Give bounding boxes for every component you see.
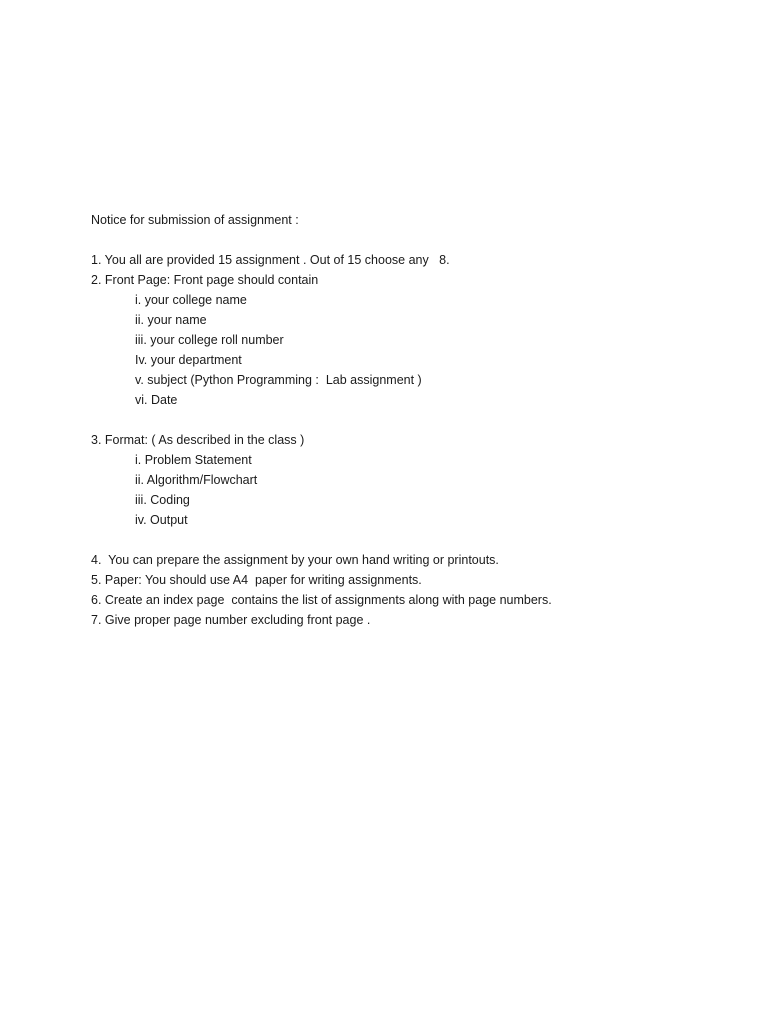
notice-document: [91, 210, 731, 630]
format-item-output: iv. Output: [135, 513, 188, 527]
notice-heading: Notice for submission of assignment :: [91, 213, 299, 227]
format-item-algorithm: ii. Algorithm/Flowchart: [135, 473, 258, 487]
blank-line: [91, 410, 731, 430]
front-page-item-roll-number: iii. your college roll number: [135, 333, 284, 347]
list-item-3: 3. Format: ( As described in the class ): [91, 433, 305, 447]
format-item-coding: iii. Coding: [135, 493, 190, 507]
list-item-2: 2. Front Page: Front page should contain: [91, 273, 319, 287]
front-page-item-department: Iv. your department: [135, 353, 242, 367]
blank-line: [91, 230, 731, 250]
front-page-item-name: ii. your name: [135, 313, 207, 327]
list-item-7: 7. Give proper page number excluding front page .: [91, 613, 371, 627]
list-item-1: 1. You all are provided 15 assignment . Out of 15 choose any 8.: [91, 253, 450, 267]
list-item-5: 5. Paper: You should use A4 paper for writing assignments.: [91, 573, 422, 587]
format-item-problem-statement: i. Problem Statement: [135, 453, 252, 467]
blank-line: [91, 530, 731, 550]
front-page-item-date: vi. Date: [135, 393, 178, 407]
front-page-item-college-name: i. your college name: [135, 293, 247, 307]
front-page-item-subject: v. subject (Python Programming : Lab assignment ): [135, 373, 422, 387]
list-item-4: 4. You can prepare the assignment by your own hand writing or printouts.: [91, 553, 499, 567]
list-item-6: 6. Create an index page contains the list of assignments along with page numbers.: [91, 593, 552, 607]
